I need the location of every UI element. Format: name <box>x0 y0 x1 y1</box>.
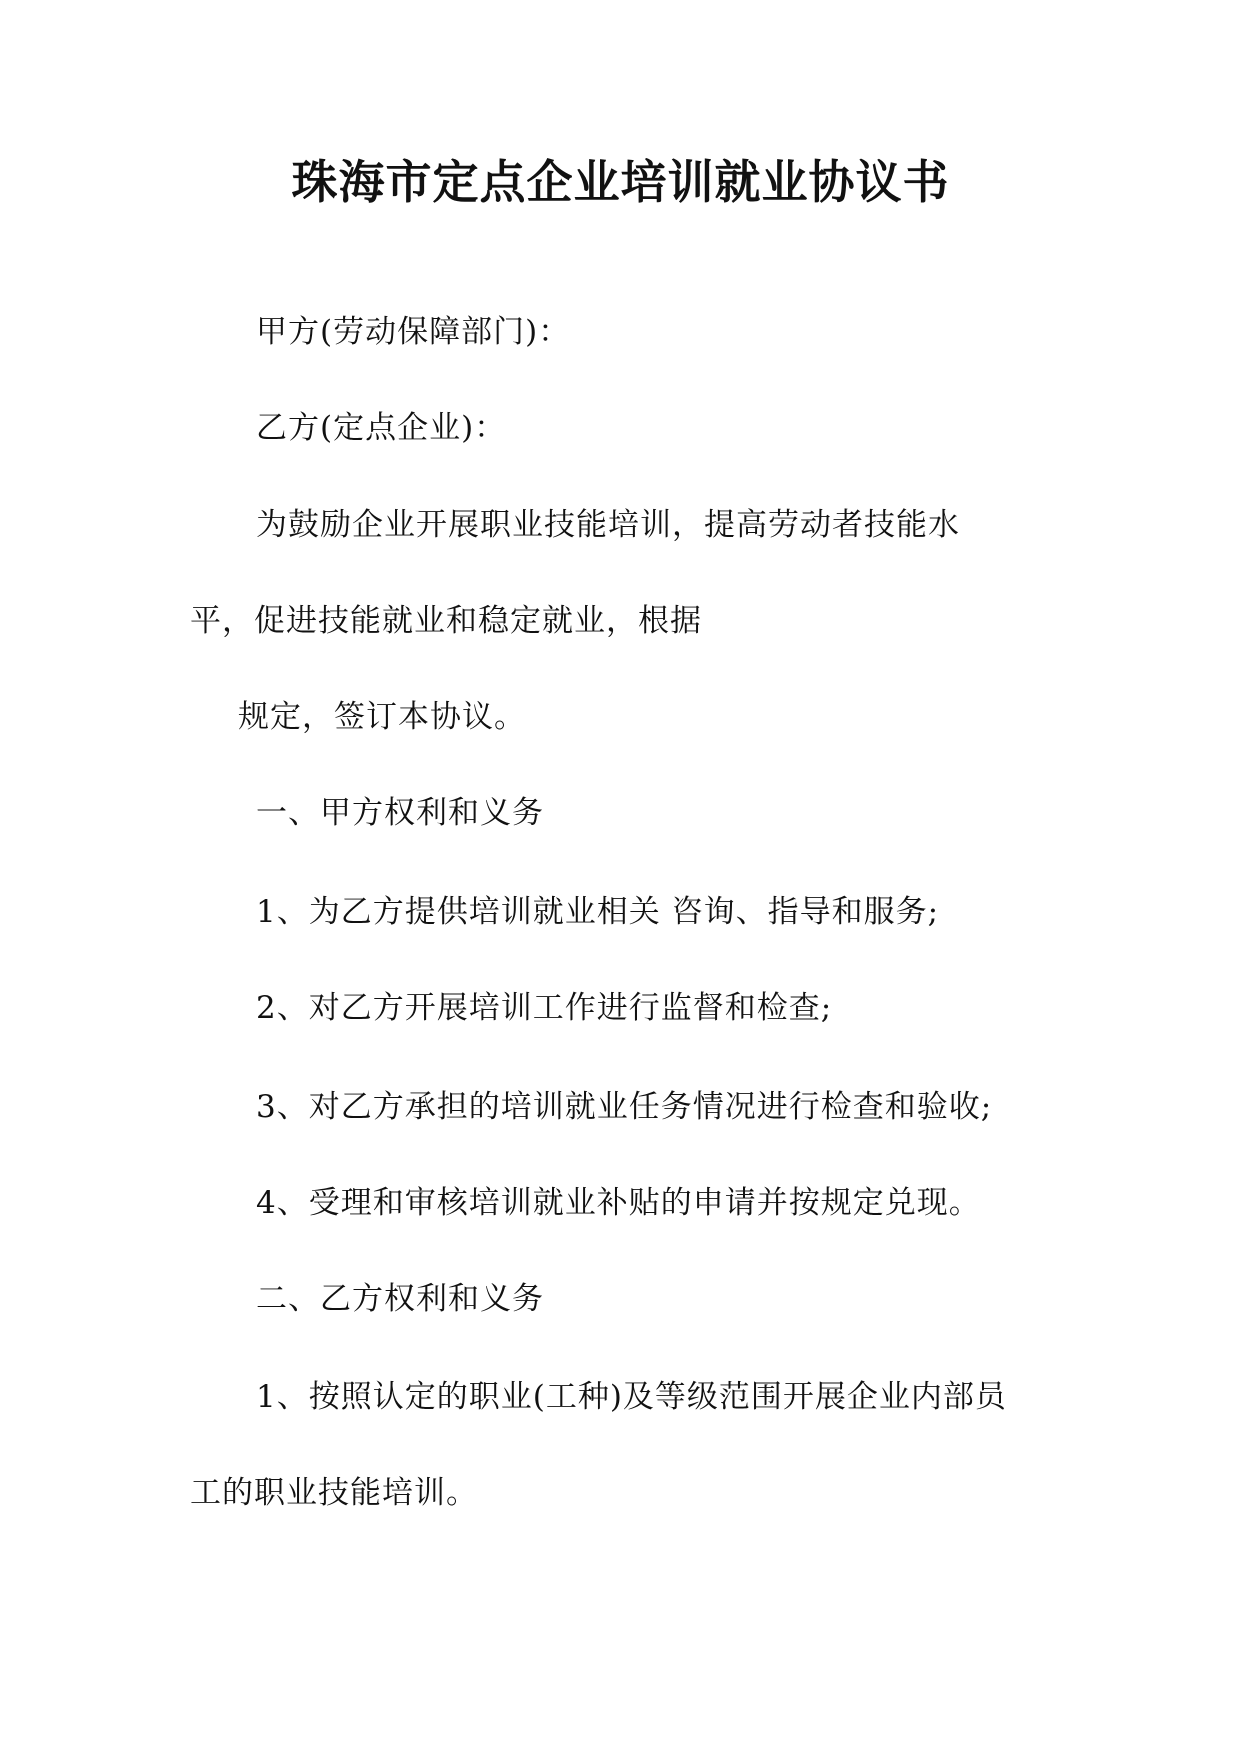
document-title: 珠海市定点企业培训就业协议书 <box>291 155 950 209</box>
preamble-line-1: 为鼓励企业开展职业技能培训，提高劳动者技能水 <box>256 507 960 543</box>
party-b-line: 乙方(定点企业)： <box>256 410 507 446</box>
party-a-clause-3: 3、对乙方承担的培训就业任务情况进行检查和验收; <box>256 1089 993 1125</box>
party-a-clause-2: 2、对乙方开展培训工作进行监督和检查; <box>256 990 833 1026</box>
preamble-line-3: 规定，签订本协议。 <box>238 699 526 735</box>
preamble-line-2: 平，促进技能就业和稳定就业，根据 <box>190 603 702 639</box>
section-heading-party-a: 一、甲方权利和义务 <box>256 795 544 831</box>
party-b-clause-1-line-2: 工的职业技能培训。 <box>190 1475 478 1511</box>
party-a-clause-4: 4、受理和审核培训就业补贴的申请并按规定兑现。 <box>256 1185 981 1221</box>
party-a-clause-1: 1、为乙方提供培训就业相关 咨询、指导和服务; <box>256 894 940 930</box>
section-heading-party-b: 二、乙方权利和义务 <box>256 1281 544 1317</box>
party-a-line: 甲方(劳动保障部门)： <box>256 314 571 350</box>
party-b-clause-1-line-1: 1、按照认定的职业(工种)及等级范围开展企业内部员 <box>256 1379 1007 1415</box>
